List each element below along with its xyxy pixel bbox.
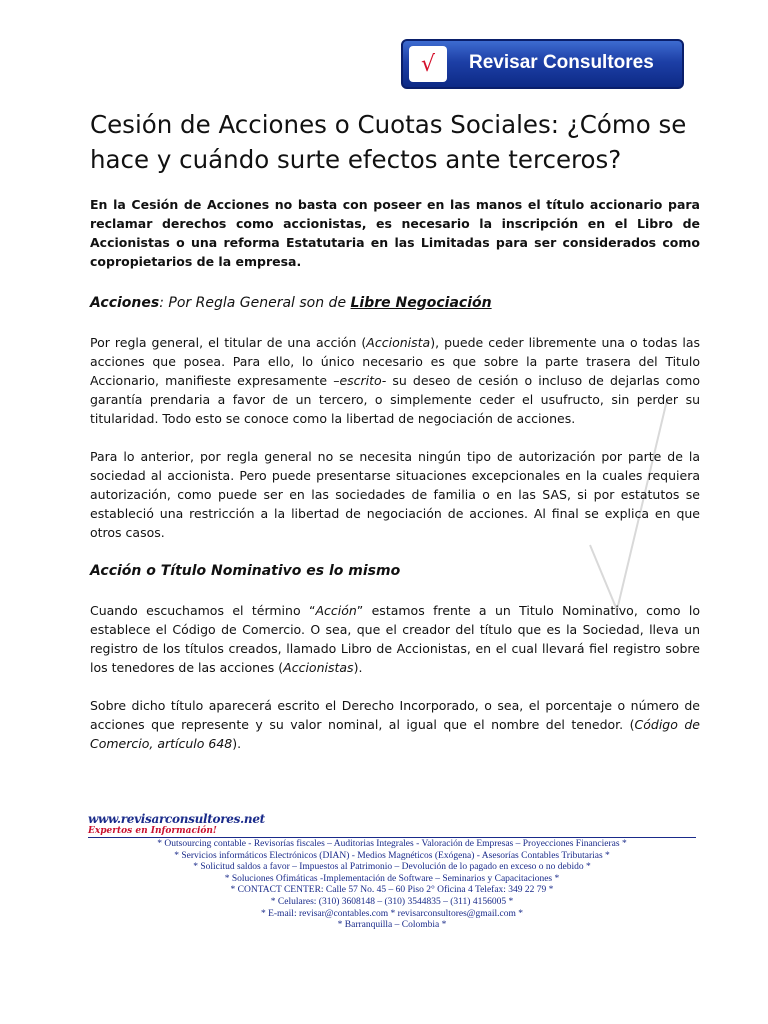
intro-paragraph: En la Cesión de Acciones no basta con poseer en las manos el título accionario para reclamar derechos como accionistas, es necesario la inscripción en el Libro de Accionistas o una reforma Estatutaria en las Limitadas para ser considerados como copropietarios de la empresa. — [90, 197, 700, 269]
section1-heading: Acciones: Por Regla General son de Libre Negociación — [90, 295, 492, 311]
footer-line: * CONTACT CENTER: Calle 57 No. 45 – 60 Piso 2° Oficina 4 Telefax: 349 22 79 * — [230, 885, 554, 896]
logo-text: Revisar Consultores — [469, 52, 654, 73]
footer-line: * Solicitud saldos a favor – Impuestos al Patrimonio – Devolución de lo pagado en exceso o no debido * — [193, 862, 591, 873]
footer-line: * Barranquilla – Colombia * — [337, 920, 447, 931]
footer-tagline: Expertos en Información! — [88, 826, 217, 836]
footer-line: * Soluciones Ofimáticas -Implementación de Software – Seminarios y Capacitaciones * — [224, 873, 560, 884]
section2-heading: Acción o Título Nominativo es lo mismo — [90, 563, 401, 579]
footer-website: www.revisarconsultores.net — [88, 812, 265, 826]
document-body — [90, 195, 700, 753]
page-title: Cesión de Acciones o Cuotas Sociales: ¿Cómo se hace y cuándo surte efectos ante terceros? — [90, 110, 687, 174]
footer-line: * Servicios informáticos Electrónicos (DIAN) - Medios Magnéticos (Exógena) - Asesorías Contables Tributarias * — [174, 850, 610, 861]
footer-line: * Celulares: (310) 3608148 – (310) 3544835 – (311) 4156005 * — [270, 896, 514, 907]
footer — [88, 812, 696, 932]
footer-line: * Outsourcing contable - Revisorías fiscales – Auditorias Integrales - Valoración de Empresas – Proyecciones Financieras * — [157, 839, 627, 849]
section2-paragraph-2: Sobre dicho título aparecerá escrito el Derecho Incorporado, o sea, el porcentaje o número de acciones que represente y su valor nominal, al igual que el nombre del tenedor. (Código de Comercio, artículo 648). — [90, 698, 700, 751]
footer-line: * E-mail: revisar@contables.com * revisarconsultores@gmail.com * — [260, 908, 524, 919]
section2-paragraph-1: Cuando escuchamos el término “Acción” estamos frente a un Titulo Nominativo, como lo establece el Código de Comercio. O sea, que el creador del título que es la Sociedad, lleva un registro de los títulos creados, llamado Libro de Accionistas, en el cual llevará fiel registro sobre los tenedores de las acciones (Accionistas). — [90, 603, 700, 675]
footer-divider — [88, 837, 696, 838]
checkmark-icon: √ — [409, 46, 447, 82]
section1-paragraph-2: Para lo anterior, por regla general no se necesita ningún tipo de autorización por parte de la sociedad al accionista. Pero puede presentarse situaciones excepcionales en la cuales requiera autorización, como puede ser en las sociedades de familia o en las SAS, si por estatutos se estableció una restricción a la libertad de negociación de acciones. Al final se explica en que otros casos. — [90, 449, 700, 540]
footer-contact-info — [88, 839, 696, 932]
section1-paragraph-1: Por regla general, el titular de una acción (Accionista), puede ceder libremente una o todas las acciones que posea. Para ello, lo único necesario es que sobre la parte trasera del Titulo Accionario, manifieste expresamente –escrito- su deseo de cesión o incluso de dejarlas como garantía prendaria a favor de un tercero, o simplemente ceder el usufructo, sin perder su titularidad. Todo esto se conoce como la libertad de negociación de acciones. — [90, 335, 700, 426]
company-logo — [401, 39, 684, 89]
